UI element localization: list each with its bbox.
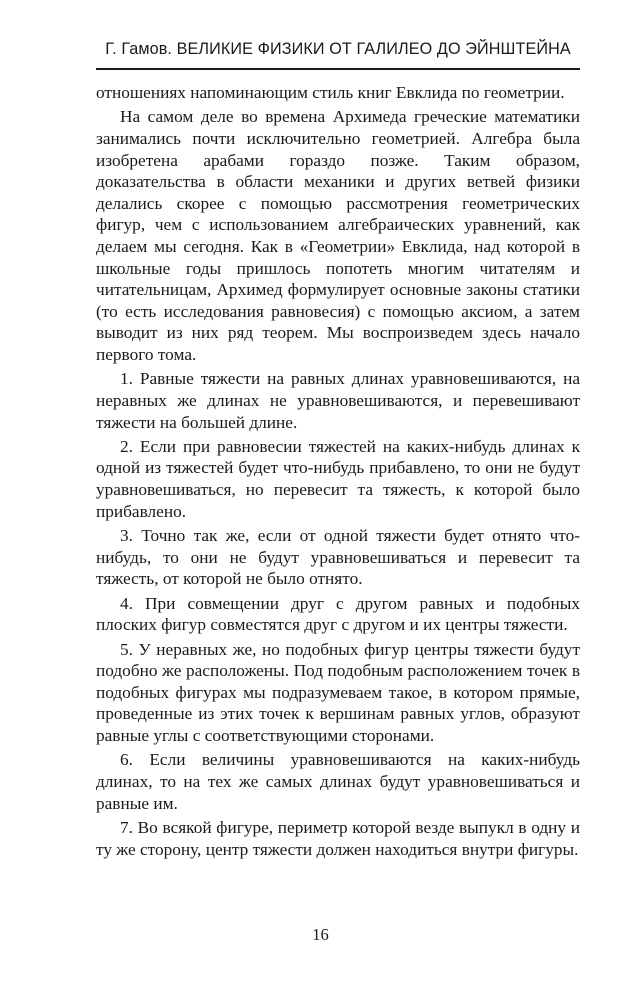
axiom-4: 4. При совмещении друг с другом равных и подобных плоских фигур совместятся друг с другом и их центры тяжести.	[96, 593, 580, 635]
body-text	[96, 82, 580, 863]
axiom-6: 6. Если величины уравновешиваются на каких-нибудь длинах, то на тех же самых длинах будут уравновешиваться и равные им.	[96, 750, 580, 813]
paragraph-continuation: отношениях напоминающим стиль книг Евклида по геометрии.	[96, 83, 565, 102]
header-rule	[96, 68, 580, 70]
axiom-1: 1. Равные тяжести на равных длинах уравновешиваются, на неравных же длинах не уравновешиваются, и перевешивают тяжести на большей длине.	[96, 369, 580, 432]
axiom-2: 2. Если при равновесии тяжестей на каких-нибудь длинах к одной из тяжестей будет что-нибудь прибавлено, то они не будут уравновешиваться, но перевесит та тяжесть, к которой было прибавлено.	[96, 436, 580, 521]
paragraph-intro: На самом деле во времена Архимеда греческие математики занимались почти исключительно геометрией. Алгебра была изобретена арабами гораздо позже. Таким образом, доказательства в области механики и других ветвей физики делались скорее с помощью рассмотрения геометрических фигур, чем с использованием алгебраических уравнений, как делаем мы сегодня. Как в «Геометрии» Евклида, над которой в школьные годы пришлось попотеть многим читателям и читательницам, Архимед формулирует основные законы статики (то есть исследования равновесия) с помощью аксиом, а затем выводит из них ряд теорем. Мы воспроизведем здесь начало первого тома.	[96, 107, 580, 364]
running-head: Г. Гамов. ВЕЛИКИЕ ФИЗИКИ ОТ ГАЛИЛЕО ДО ЭЙНШТЕЙНА	[105, 40, 571, 58]
page-number: 16	[312, 925, 329, 944]
axiom-5: 5. У неравных же, но подобных фигур центры тяжести будут подобно же расположены. Под подобным расположением точек в подобных фигурах мы подразумеваем такое, в котором прямые, проведенные из этих точек к вершинам равных углов, образуют равные углы с соответствующими сторонами.	[96, 639, 580, 745]
axiom-7: 7. Во всякой фигуре, периметр которой везде выпукл в одну и ту же сторону, центр тяжести должен находиться внутри фигуры.	[96, 817, 580, 859]
axiom-3: 3. Точно так же, если от одной тяжести будет отнято что-нибудь, то они не будут уравновешиваться и перевесит та тяжесть, от которой не было отнято.	[96, 526, 580, 589]
